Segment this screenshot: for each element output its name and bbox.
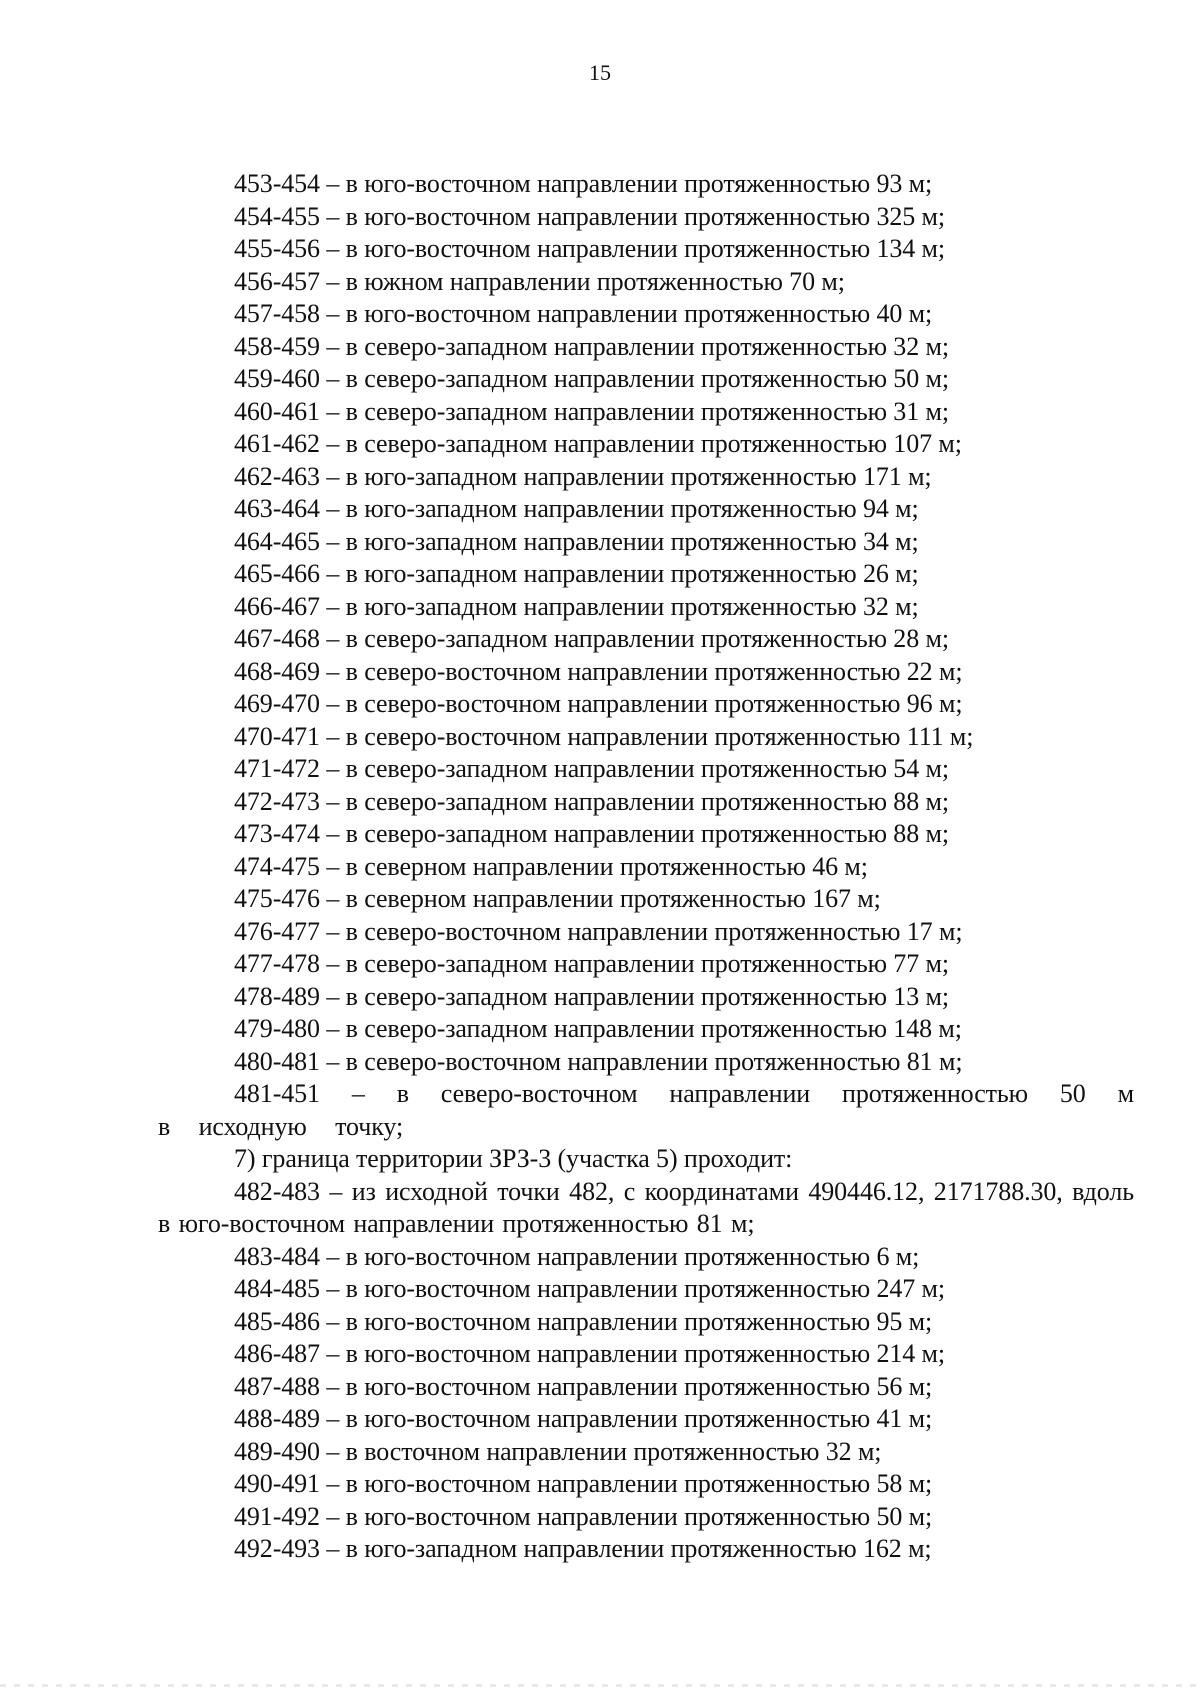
boundary-segment-line: 466-467 – в юго-западном направлении протяженностью 32 м; [234,591,919,621]
boundary-segment-line: 489-490 – в восточном направлении протяженностью 32 м; [234,1436,882,1466]
boundary-segment-line: 475-476 – в северном направлении протяженностью 167 м; [234,884,881,913]
boundary-segment-line: 492-493 – в юго-западном направлении протяженностью 162 м; [234,1534,932,1563]
document-body [158,168,1134,1566]
boundary-segment-start: 482-483 – из исходной точки 482, с координатами 490446.12, 2171788.30, вдоль в юго-восточном направлении протяженностью 81 м; [158,1176,1134,1238]
page-number: 15 [589,60,611,85]
boundary-segment-line: 461-462 – в северо-западном направлении протяженностью 107 м; [234,429,962,458]
boundary-segment-line: 476-477 – в северо-восточном направлении протяженностью 17 м; [234,916,963,946]
boundary-segment-line: 465-466 – в юго-западном направлении протяженностью 26 м; [234,559,919,588]
boundary-segment-line: 459-460 – в северо-западном направлении протяженностью 50 м; [234,364,949,393]
boundary-segment-line: 471-472 – в северо-западном направлении протяженностью 54 м; [234,754,949,783]
boundary-segment-line: 480-481 – в северо-восточном направлении протяженностью 81 м; [234,1046,963,1076]
boundary-segment-line: 486-487 – в юго-восточном направлении протяженностью 214 м; [234,1339,946,1368]
boundary-segment-line: 458-459 – в северо-западном направлении протяженностью 32 м; [234,331,949,361]
boundary-segment-line: 456-457 – в южном направлении протяженностью 70 м; [234,266,845,296]
boundary-segment-line: 454-455 – в юго-восточном направлении протяженностью 325 м; [234,201,946,231]
boundary-segment-line: 464-465 – в юго-западном направлении протяженностью 34 м; [234,526,919,556]
boundary-segment-line: 463-464 – в юго-западном направлении протяженностью 94 м; [234,494,919,523]
boundary-segment-closing: 481-451 – в северо-восточном направлении протяженностью 50 м в исходную точку; [158,1079,1134,1141]
boundary-segment-line: 487-488 – в юго-восточном направлении протяженностью 56 м; [234,1371,933,1401]
boundary-segment-line: 477-478 – в северо-западном направлении протяженностью 77 м; [234,949,949,978]
boundary-segment-line: 483-484 – в юго-восточном направлении протяженностью 6 м; [234,1241,920,1271]
boundary-list-section-7 [158,1241,1134,1566]
boundary-segment-line: 455-456 – в юго-восточном направлении протяженностью 134 м; [234,234,946,263]
boundary-segment-line: 462-463 – в юго-западном направлении протяженностью 171 м; [234,461,932,491]
boundary-segment-line: 484-485 – в юго-восточном направлении протяженностью 247 м; [234,1274,946,1303]
boundary-segment-line: 473-474 – в северо-западном направлении протяженностью 88 м; [234,819,949,848]
boundary-segment-line: 467-468 – в северо-западном направлении протяженностью 28 м; [234,624,949,653]
boundary-segment-line: 491-492 – в юго-восточном направлении протяженностью 50 м; [234,1501,933,1531]
scan-artifact-line [0,1684,1200,1687]
boundary-segment-line: 490-491 – в юго-восточном направлении протяженностью 58 м; [234,1469,933,1498]
boundary-list-section-6 [158,168,1134,1078]
boundary-segment-line: 460-461 – в северо-западном направлении протяженностью 31 м; [234,396,949,426]
boundary-segment-line: 478-489 – в северо-западном направлении протяженностью 13 м; [234,981,949,1011]
boundary-segment-line: 470-471 – в северо-восточном направлении протяженностью 111 м; [234,721,974,751]
boundary-segment-line: 488-489 – в юго-восточном направлении протяженностью 41 м; [234,1404,933,1433]
boundary-segment-line: 472-473 – в северо-западном направлении протяженностью 88 м; [234,786,949,816]
boundary-segment-line: 479-480 – в северо-западном направлении протяженностью 148 м; [234,1014,962,1043]
boundary-segment-line: 453-454 – в юго-восточном направлении протяженностью 93 м; [234,169,933,198]
boundary-segment-line: 474-475 – в северном направлении протяженностью 46 м; [234,851,868,881]
boundary-segment-line: 468-469 – в северо-восточном направлении протяженностью 22 м; [234,656,963,686]
boundary-segment-line: 485-486 – в юго-восточном направлении протяженностью 95 м; [234,1306,933,1336]
section-heading: 7) граница территории ЗРЗ-3 (участка 5) проходит: [234,1144,793,1173]
boundary-segment-line: 457-458 – в юго-восточном направлении протяженностью 40 м; [234,299,933,328]
boundary-segment-line: 469-470 – в северо-восточном направлении протяженностью 96 м; [234,689,963,718]
